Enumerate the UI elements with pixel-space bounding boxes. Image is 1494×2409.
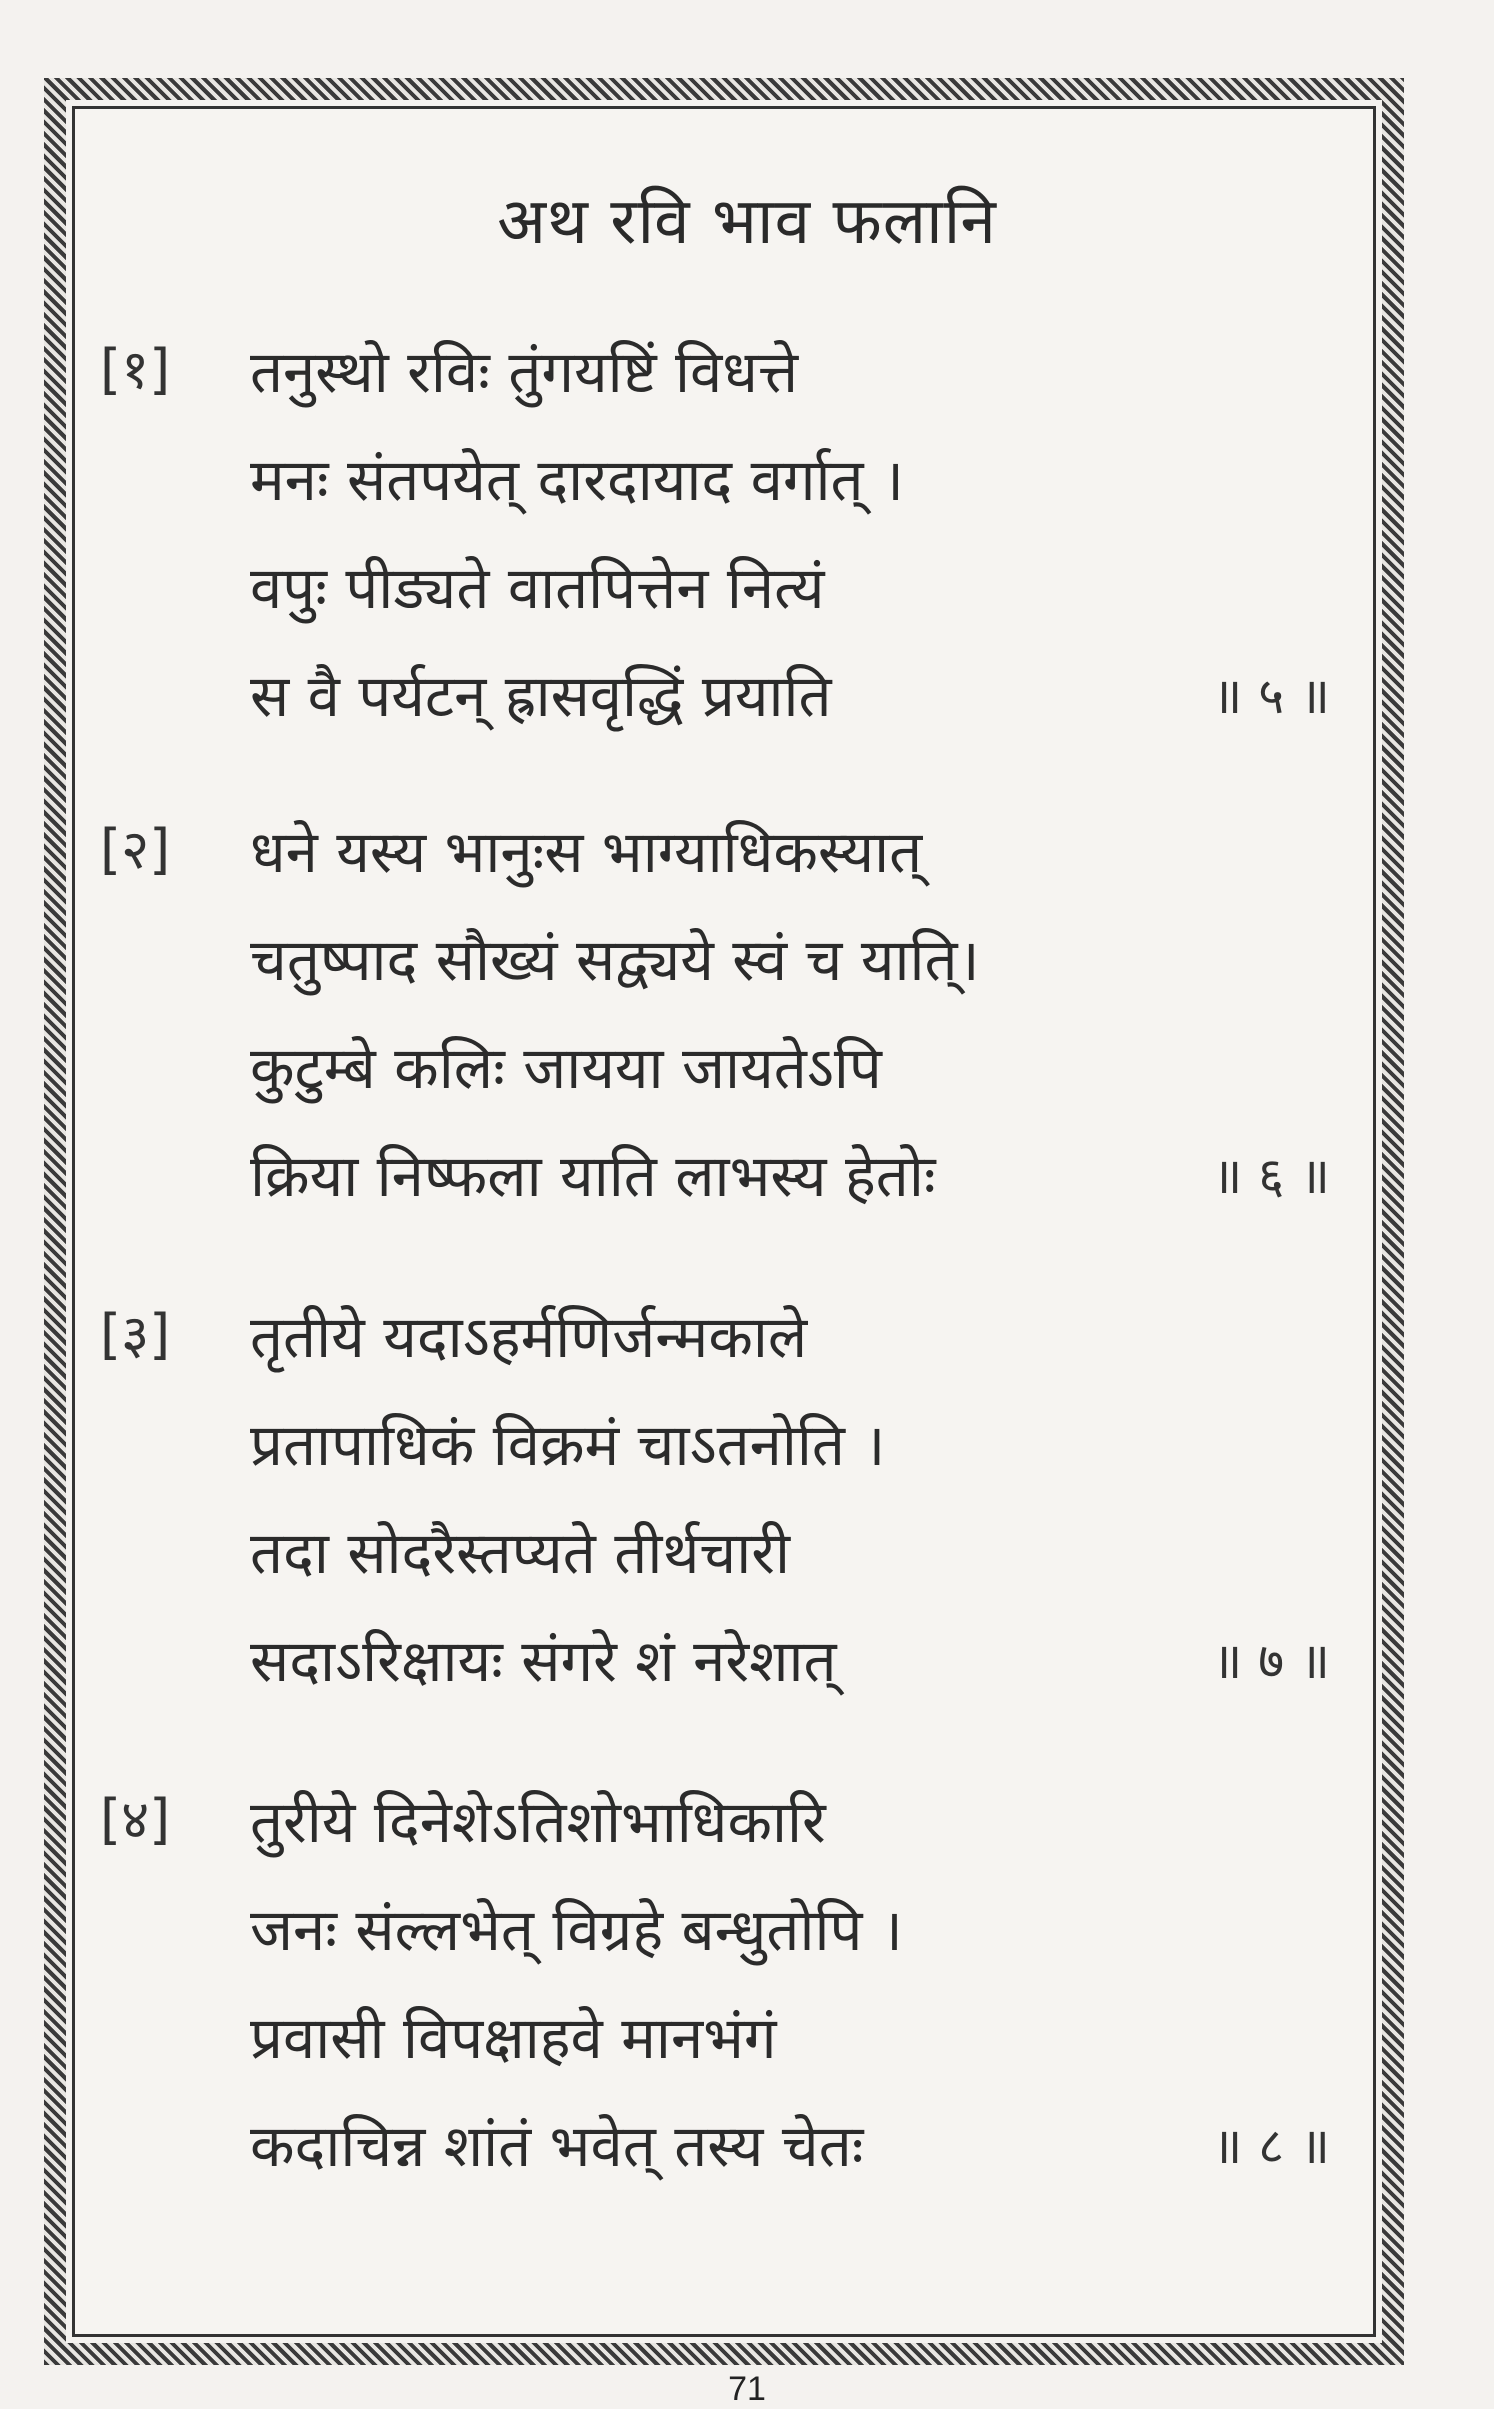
verse-line: मनः संतपयेत् दारदायाद वर्गात् ।: [250, 446, 905, 514]
verse-line: प्रवासी विपक्षाहवे मानभंगं: [250, 2004, 777, 2072]
page-number: 71: [728, 2370, 766, 2408]
verse-line: तनुस्थो रविः तुंगयष्टिं विधत्ते: [250, 338, 799, 406]
verse-marker: ॥ ७ ॥: [1212, 1632, 1330, 1690]
verse-marker: ॥ ६ ॥: [1212, 1147, 1330, 1205]
verse-line: धने यस्य भानुःस भाग्याधिकस्यात्: [250, 818, 923, 886]
verse-line: जनः संल्लभेत् विग्रहे बन्धुतोपि ।: [250, 1896, 903, 1964]
verse-line: क्रिया निष्फला याति लाभस्य हेतोः: [250, 1142, 936, 1210]
verse-line: सदाऽरिक्षायः संगरे शं नरेशात्: [250, 1627, 837, 1695]
verse-line: वपुः पीड्यते वातपित्तेन नित्यं: [250, 554, 825, 622]
verse-line: चतुष्पाद सौख्यं सद्व्यये स्वं च याति्।: [250, 926, 980, 994]
verse-line: तुरीये दिनेशेऽतिशोभाधिकारि: [250, 1788, 826, 1856]
verse-line: स वै पर्यटन् ह्रासवृद्धिं प्रयाति: [250, 662, 832, 730]
verse-line: तृतीये यदाऽहर्मणिर्जन्मकाले: [250, 1303, 808, 1371]
verse-line: कुटुम्बे कलिः जायया जायतेऽपि: [250, 1034, 882, 1102]
verse-number: [२]: [100, 818, 171, 881]
verse-marker: ॥ ५ ॥: [1212, 667, 1330, 725]
verse-line: कदाचिन्न शांतं भवेत् तस्य चेतः: [250, 2112, 864, 2180]
verse-marker: ॥ ८ ॥: [1212, 2117, 1330, 2175]
verse-number: [४]: [100, 1788, 171, 1851]
page-title: अथ रवि भाव फलानि: [497, 185, 997, 259]
verse-number: [३]: [100, 1303, 171, 1366]
verse-line: प्रतापाधिकं विक्रमं चाऽतनोति ।: [250, 1411, 886, 1479]
verse-line: तदा सोदरैस्तप्यते तीर्थचारी: [250, 1519, 791, 1587]
verse-number: [१]: [100, 338, 171, 401]
